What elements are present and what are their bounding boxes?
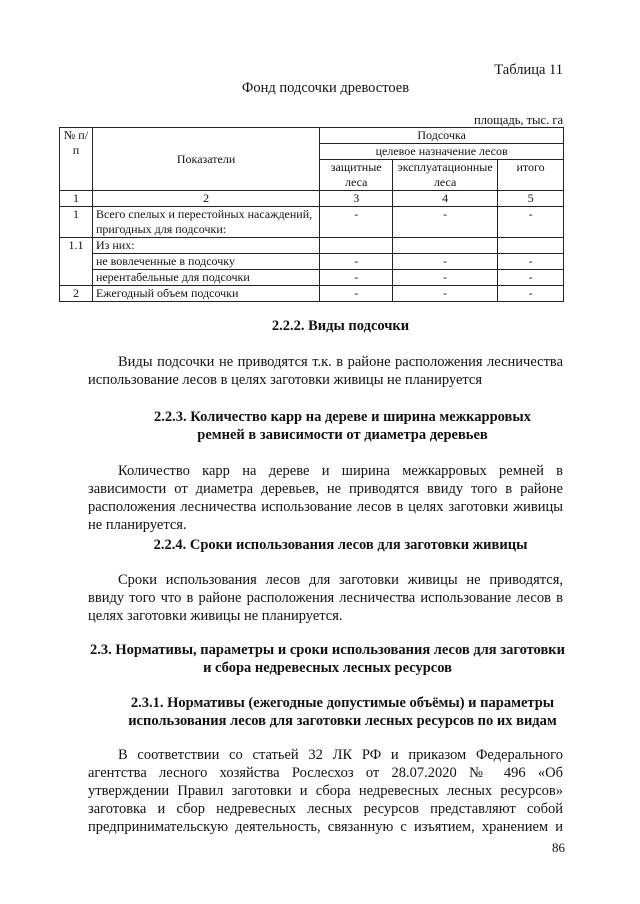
colnum: 3 [320,191,393,207]
row-label: нерентабельные для подсочки [92,270,319,286]
row-value: - [320,207,393,238]
row-value: - [320,286,393,302]
row-value: - [393,270,498,286]
table-number: Таблица 11 [494,62,563,78]
row-value [393,238,498,254]
table-row [60,286,564,302]
row-value: - [320,270,393,286]
table-row [60,238,564,254]
table-row [60,254,564,270]
table-row [60,207,564,238]
section-2-2-4-text: Сроки использования лесов для заготовки живицы не приводятся, ввиду того что в районе расположения лесничества использование лесов в целях заготовки живицы не планируется. [88,572,563,624]
row-value: - [393,254,498,270]
section-2-2-2-text: Виды подсочки не приводятся т.к. в районе расположения лесничества использование лесов в целях заготовки живицы не планируется [88,354,563,388]
section-2-3-heading-line2: и сбора недревесных лесных ресурсов [203,660,452,676]
row-num: 1.1 [60,238,93,254]
section-2-2-3-text: Количество карр на дереве и ширина межкарровых ремней в зависимости от диаметра деревьев, не приводятся ввиду того в районе расположения лесничества использование лесов в целях заготовки живицы не планируется. [88,463,563,533]
head-total: итого [498,160,564,191]
head-purpose: целевое назначение лесов [320,144,564,160]
colnum: 1 [60,191,93,207]
row-value: - [498,286,564,302]
head-protective: защитные леса [320,160,393,191]
row-value: - [498,254,564,270]
colnum: 2 [92,191,319,207]
head-indicators: Показатели [92,128,319,191]
row-label: Из них: [92,238,319,254]
row-value: - [393,286,498,302]
head-num: № п/п [60,128,93,191]
head-exploitation: эксплуатационные леса [393,160,498,191]
table-units: площадь, тыс. га [474,113,563,127]
section-2-3-heading-line1: 2.3. Нормативы, параметры и сроки использования лесов для заготовки [90,642,565,658]
head-tapping: Подсочка [320,128,564,144]
row-value: - [498,270,564,286]
section-2-3-1-heading-line1: 2.3.1. Нормативы (ежегодные допустимые объёмы) и параметры [130,695,555,711]
row-num [60,254,93,270]
row-value [320,238,393,254]
section-2-2-3-heading-line1: 2.2.3. Количество карр на дереве и ширина межкарровых [154,409,531,425]
colnum: 4 [393,191,498,207]
row-label: не вовлеченные в подсочку [92,254,319,270]
row-value: - [320,254,393,270]
section-2-2-2-heading: 2.2.2. Виды подсочки [271,318,410,334]
row-num: 2 [60,286,93,302]
row-num [60,270,93,286]
page-number: 86 [552,840,565,855]
row-value: - [393,207,498,238]
row-label: Ежегодный объем подсочки [92,286,319,302]
row-num: 1 [60,207,93,238]
column-numbers-row [60,191,564,207]
section-2-3-1-text: В соответствии со статьей 32 ЛК РФ и приказом Федерального агентства лесного хозяйства Рослесхоз от 28.07.2020 № 496 «Об утверждении Правил заготовки и сбора недревесных лесных ресурсов» заготовка и сбор недревесных лесных ресурсов представляют собой предпринимательскую деятельность, связанную с изъятием, хранением и [88,747,563,835]
row-value [498,238,564,254]
colnum: 5 [498,191,564,207]
row-label: Всего спелых и перестойных насаждений, пригодных для подсочки: [92,207,319,238]
section-2-3-1-heading-line2: использования лесов для заготовки лесных ресурсов по их видам [128,713,557,729]
table-row [60,270,564,286]
section-2-2-4-heading: 2.2.4. Сроки использования лесов для заготовки живицы [153,537,528,553]
table-title: Фонд подсочки древостоев [241,80,410,96]
tapping-fund-table [59,127,564,302]
row-value: - [498,207,564,238]
section-2-2-3-heading-line2: ремней в зависимости от диаметра деревьев [197,427,488,443]
